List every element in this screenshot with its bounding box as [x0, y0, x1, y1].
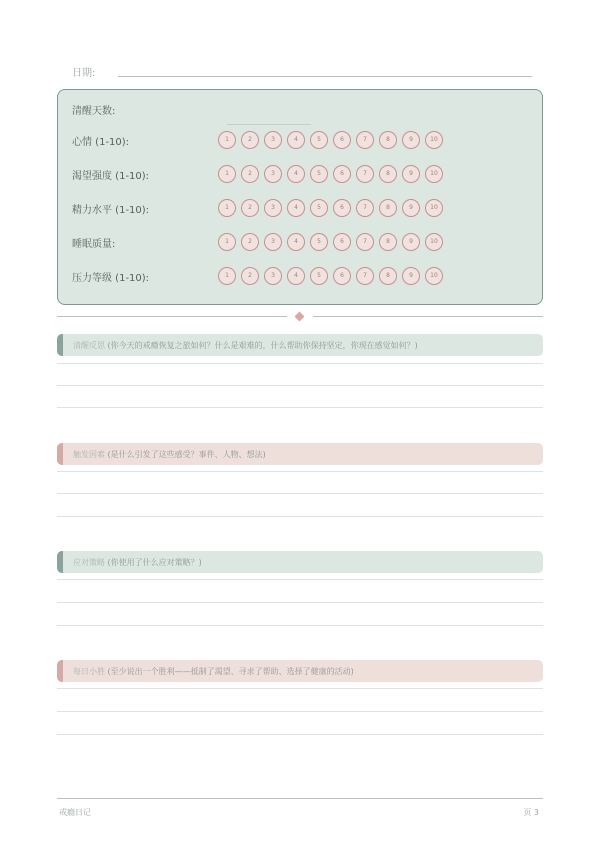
rating-circle[interactable]: 2: [241, 165, 259, 183]
writing-line[interactable]: [57, 734, 543, 735]
reflection-header: [57, 334, 543, 356]
reflection-section: [57, 334, 543, 356]
rating-circle[interactable]: 5: [310, 165, 328, 183]
writing-line[interactable]: [57, 363, 543, 364]
diamond-ornament-icon: [295, 312, 305, 322]
journal-title: 戒瘾日记: [59, 808, 91, 817]
rating-circle[interactable]: 2: [241, 199, 259, 217]
rating-circle[interactable]: 10: [425, 131, 443, 149]
rating-circle[interactable]: 2: [241, 131, 259, 149]
rating-circle[interactable]: 10: [425, 267, 443, 285]
rating-circle[interactable]: 10: [425, 199, 443, 217]
mood-label: 心情 (1-10):: [72, 137, 130, 148]
rating-circle[interactable]: 1: [218, 199, 236, 217]
reflection-prompt: (你今天的戒瘾恢复之旅如何？什么是艰难的，什么帮助你保持坚定，你现在感觉如何？): [107, 341, 418, 350]
rating-circle[interactable]: 9: [402, 199, 420, 217]
rating-circle[interactable]: 3: [264, 267, 282, 285]
divider-line-left: [57, 316, 287, 317]
writing-line[interactable]: [57, 471, 543, 472]
rating-circle[interactable]: 5: [310, 267, 328, 285]
sober-days-label: 清醒天数:: [72, 106, 116, 117]
rating-circle[interactable]: 6: [333, 131, 351, 149]
triggers-header: [57, 443, 543, 465]
date-input-line[interactable]: [118, 76, 532, 77]
divider-line-right: [313, 316, 543, 317]
rating-circle[interactable]: 7: [356, 199, 374, 217]
rating-circle[interactable]: 8: [379, 131, 397, 149]
rating-circle[interactable]: 3: [264, 233, 282, 251]
rating-circle[interactable]: 4: [287, 267, 305, 285]
coping-section: [57, 551, 543, 573]
coping-title: 应对策略: [73, 558, 105, 567]
rating-circle[interactable]: 7: [356, 233, 374, 251]
rating-circle[interactable]: 7: [356, 165, 374, 183]
writing-line[interactable]: [57, 602, 543, 603]
rating-circle[interactable]: 4: [287, 131, 305, 149]
coping-header: [57, 551, 543, 573]
rating-circle[interactable]: 6: [333, 233, 351, 251]
rating-circle[interactable]: 3: [264, 165, 282, 183]
rating-circle[interactable]: 4: [287, 233, 305, 251]
rating-circle[interactable]: 8: [379, 267, 397, 285]
rating-circle[interactable]: 6: [333, 165, 351, 183]
accent-bar: [57, 443, 63, 465]
accent-bar: [57, 660, 63, 682]
rating-circle[interactable]: 1: [218, 233, 236, 251]
section-divider: [57, 311, 543, 323]
rating-circle[interactable]: 5: [310, 199, 328, 217]
writing-line[interactable]: [57, 625, 543, 626]
writing-line[interactable]: [57, 711, 543, 712]
energy-row: [72, 199, 532, 217]
rating-circle[interactable]: 9: [402, 233, 420, 251]
sober-days-row: [72, 100, 532, 118]
rating-circle[interactable]: 2: [241, 267, 259, 285]
energy-label: 精力水平 (1-10):: [72, 205, 150, 216]
coping-prompt: (你使用了什么应对策略？): [107, 558, 202, 567]
daily-tracker-panel: [57, 89, 543, 305]
accent-bar: [57, 334, 63, 356]
craving-label: 渴望强度 (1-10):: [72, 171, 150, 182]
triggers-title: 触发因素: [73, 450, 105, 459]
rating-circle[interactable]: 7: [356, 267, 374, 285]
accent-bar: [57, 551, 63, 573]
rating-circle[interactable]: 6: [333, 199, 351, 217]
rating-circle[interactable]: 9: [402, 131, 420, 149]
daily-wins-section: [57, 660, 543, 682]
rating-circle[interactable]: 10: [425, 165, 443, 183]
date-row: [72, 64, 532, 80]
triggers-prompt: (是什么引发了这些感受？事件、人物、想法): [107, 450, 266, 459]
writing-line[interactable]: [57, 407, 543, 408]
rating-circle[interactable]: 2: [241, 233, 259, 251]
rating-circle[interactable]: 3: [264, 199, 282, 217]
writing-line[interactable]: [57, 579, 543, 580]
rating-circle[interactable]: 4: [287, 165, 305, 183]
rating-circle[interactable]: 7: [356, 131, 374, 149]
sleep-label: 睡眠质量:: [72, 239, 116, 250]
rating-circle[interactable]: 8: [379, 233, 397, 251]
page-number: 页 3: [523, 808, 539, 817]
daily-wins-prompt: (至少说出一个胜利——抵制了渴望、寻求了帮助、选择了健康的活动): [107, 667, 354, 676]
writing-line[interactable]: [57, 688, 543, 689]
rating-circle[interactable]: 1: [218, 267, 236, 285]
page-footer: [57, 798, 543, 817]
rating-circle[interactable]: 8: [379, 199, 397, 217]
rating-circle[interactable]: 10: [425, 233, 443, 251]
daily-wins-header: [57, 660, 543, 682]
mood-row: [72, 131, 532, 149]
craving-row: [72, 165, 532, 183]
sober-days-input-line[interactable]: [227, 124, 311, 125]
date-label: 日期:: [72, 68, 96, 79]
rating-circle[interactable]: 9: [402, 165, 420, 183]
rating-circle[interactable]: 8: [379, 165, 397, 183]
writing-line[interactable]: [57, 385, 543, 386]
reflection-title: 清醒反思: [73, 341, 105, 350]
writing-line[interactable]: [57, 516, 543, 517]
stress-row: [72, 267, 532, 285]
triggers-section: [57, 443, 543, 465]
daily-wins-title: 每日小胜: [73, 667, 105, 676]
stress-label: 压力等级 (1-10):: [72, 273, 150, 284]
rating-circle[interactable]: 1: [218, 131, 236, 149]
rating-circle[interactable]: 6: [333, 267, 351, 285]
sleep-row: [72, 233, 532, 251]
rating-circle[interactable]: 1: [218, 165, 236, 183]
writing-line[interactable]: [57, 493, 543, 494]
rating-circle[interactable]: 5: [310, 233, 328, 251]
rating-circle[interactable]: 3: [264, 131, 282, 149]
rating-circle[interactable]: 9: [402, 267, 420, 285]
rating-circle[interactable]: 5: [310, 131, 328, 149]
rating-circle[interactable]: 4: [287, 199, 305, 217]
